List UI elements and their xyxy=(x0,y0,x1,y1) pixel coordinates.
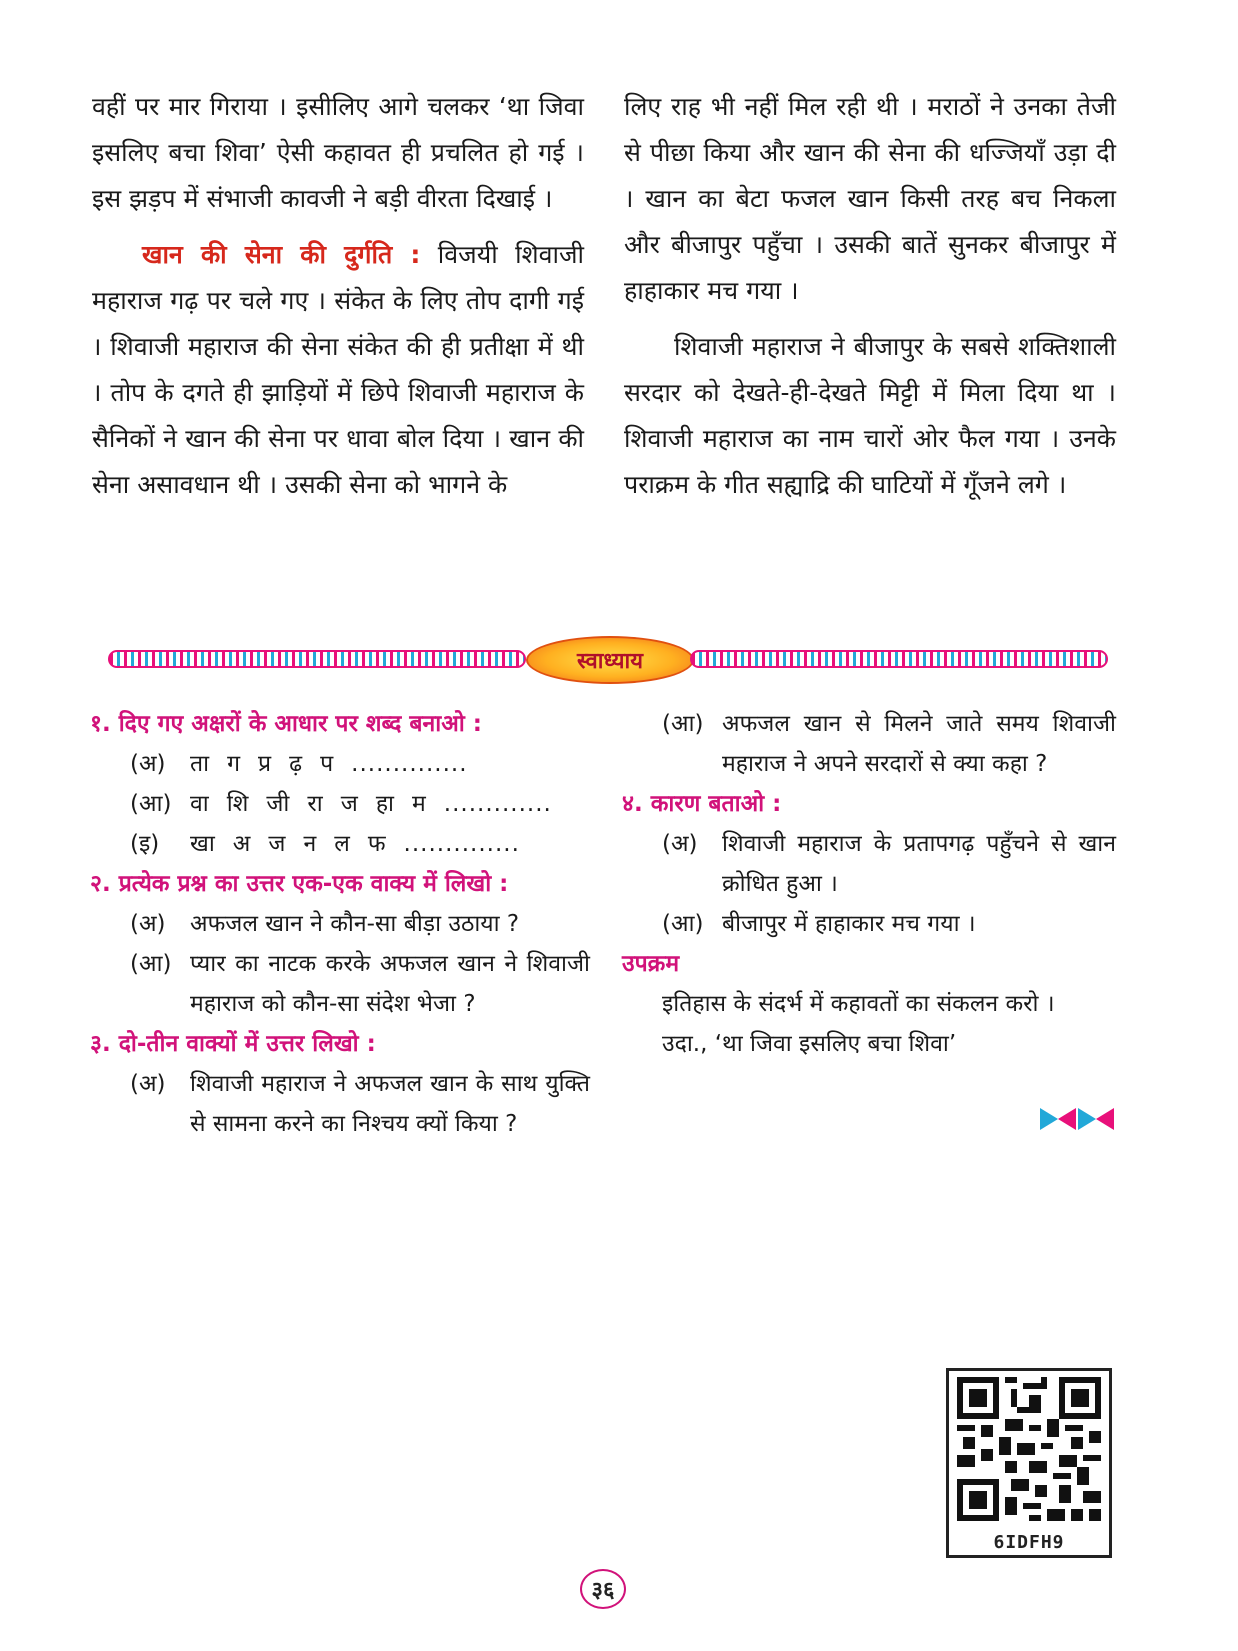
decorative-loops-left xyxy=(108,650,526,668)
list-item xyxy=(662,904,1116,944)
list-item xyxy=(130,824,590,864)
list-item xyxy=(130,784,590,824)
letter: म xyxy=(412,791,426,817)
upakram-line: इतिहास के संदर्भ में कहावतों का संकलन करो । xyxy=(662,991,1055,1017)
answer-blank: .............. xyxy=(351,751,468,777)
upakram-heading: उपक्रम xyxy=(622,951,680,977)
item-marker: (आ) xyxy=(662,711,704,737)
question-heading-2: २. प्रत्येक प्रश्न का उत्तर एक-एक वाक्य में लिखो : xyxy=(90,871,509,897)
letter-set xyxy=(190,784,590,824)
story-paragraph: वहीं पर मार गिराया । इसीलिए आगे चलकर ‘था जिवा इसलिए बचा शिवा’ ऐसी कहावत ही प्रचलित हो गई । इस झड़प में संभाजी कावजी ने बड़ी वीरता दिखाई । xyxy=(92,92,584,213)
upakram-line: उदा., ‘था जिवा इसलिए बचा शिवा’ xyxy=(662,1031,957,1057)
list-item xyxy=(662,704,1116,784)
letter: ग xyxy=(227,751,241,777)
answer-blank: .............. xyxy=(403,831,520,857)
list-item xyxy=(662,824,1116,904)
question-text: अफजल खान से मिलने जाते समय शिवाजी महाराज ने अपने सरदारों से क्या कहा ? xyxy=(722,711,1116,777)
letter: वा xyxy=(190,791,209,817)
story-text: विजयी शिवाजी महाराज गढ़ पर चले गए । संकेत के लिए तोप दागी गई । शिवाजी महाराज की सेना संकेत की ही प्रतीक्षा में थी । तोप के दगते ही झाड़ियों में छिपे शिवाजी महाराज के सैनिकों ने खान की सेना पर धावा बोल दिया । खान की सेना असावधान थी । उसकी सेना को भागने के xyxy=(92,240,584,499)
list-item xyxy=(130,904,590,944)
bow-ornament-icon xyxy=(1040,1106,1114,1132)
item-marker: (आ) xyxy=(130,951,172,977)
question-text: अफजल खान ने कौन-सा बीड़ा उठाया ? xyxy=(190,911,520,937)
exercises-column-right xyxy=(622,704,1116,1064)
item-marker: (अ) xyxy=(130,1071,166,1097)
letter: न xyxy=(303,831,317,857)
question-text: शिवाजी महाराज के प्रतापगढ़ पहुँचने से खान क्रोधित हुआ । xyxy=(722,831,1116,897)
section-heading: खान की सेना की दुर्गति : xyxy=(142,240,421,269)
letter: हा xyxy=(375,791,395,817)
letter-set xyxy=(190,744,590,784)
letter-set xyxy=(190,824,590,864)
qr-code-icon xyxy=(957,1377,1101,1527)
letter: जी xyxy=(266,791,290,817)
item-marker: (अ) xyxy=(130,751,166,777)
letter: ता xyxy=(190,751,210,777)
letter: ज xyxy=(340,791,358,817)
story-paragraph: लिए राह भी नहीं मिल रही थी । मराठों ने उनका तेजी से पीछा किया और खान की सेना की धज्जियाँ उड़ा दी । खान का बेटा फजल खान किसी तरह बच निकला और बीजापुर पहुँचा । उसकी बातें सुनकर बीजापुर में हाहाकार मच गया । xyxy=(624,92,1116,305)
question-text: प्यार का नाटक करके अफजल खान ने शिवाजी महाराज को कौन-सा संदेश भेजा ? xyxy=(190,951,590,1017)
item-marker: (अ) xyxy=(130,911,166,937)
exercises-column-left xyxy=(90,704,590,1144)
story-paragraph xyxy=(92,232,584,508)
letter: फ xyxy=(367,831,386,857)
item-marker: (इ) xyxy=(130,831,160,857)
list-item xyxy=(130,744,590,784)
page-number: ३६ xyxy=(580,1569,626,1609)
qr-code-label: 6IDFH9 xyxy=(993,1532,1065,1553)
item-marker: (आ) xyxy=(662,911,704,937)
letter: अ xyxy=(232,831,251,857)
letter: प xyxy=(320,751,334,777)
answer-blank: ............. xyxy=(443,791,552,817)
question-heading-1: १. दिए गए अक्षरों के आधार पर शब्द बनाओ : xyxy=(90,711,482,737)
letter: ज xyxy=(268,831,286,857)
story-column-left xyxy=(92,84,584,508)
section-divider xyxy=(108,636,1108,682)
question-text: शिवाजी महाराज ने अफजल खान के साथ युक्ति से सामना करने का निश्चय क्यों किया ? xyxy=(190,1071,590,1137)
letter: प्र xyxy=(258,751,272,777)
story-paragraph: शिवाजी महाराज ने बीजापुर के सबसे शक्तिशाली सरदार को देखते-ही-देखते मिट्टी में मिला दिया था । शिवाजी महाराज का नाम चारों ओर फैल गया । उनके पराक्रम के गीत सह्याद्रि की घाटियों में गूँजने लगे । xyxy=(624,332,1116,499)
item-marker: (अ) xyxy=(662,831,698,857)
letter: ल xyxy=(334,831,350,857)
section-title-badge: स्वाध्याय xyxy=(526,636,694,684)
letter: रा xyxy=(307,791,323,817)
qr-code[interactable] xyxy=(946,1368,1112,1558)
letter: शि xyxy=(226,791,249,817)
letter: ढ़ xyxy=(289,751,303,777)
question-text: बीजापुर में हाहाकार मच गया । xyxy=(722,911,976,937)
letter: खा xyxy=(190,831,215,857)
decorative-loops-right xyxy=(690,650,1108,668)
question-heading-4: ४. कारण बताओ : xyxy=(622,791,782,817)
question-heading-3: ३. दो-तीन वाक्यों में उत्तर लिखो : xyxy=(90,1031,376,1057)
story-column-right xyxy=(624,84,1116,508)
list-item xyxy=(130,944,590,1024)
list-item xyxy=(130,1064,590,1144)
item-marker: (आ) xyxy=(130,791,172,817)
